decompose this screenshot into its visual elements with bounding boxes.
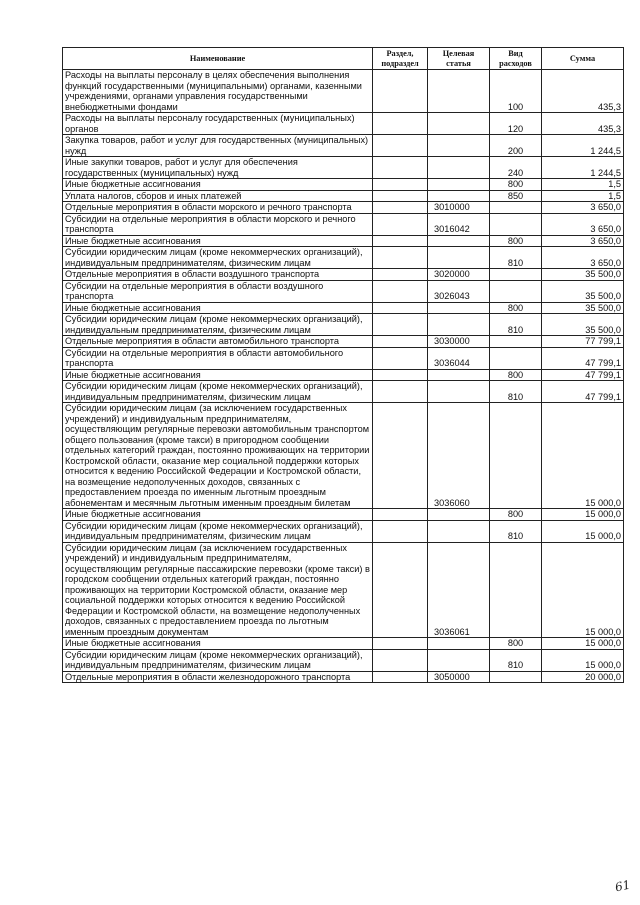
cell-type: 200 <box>490 135 542 157</box>
cell-amount: 15 000,0 <box>542 542 624 638</box>
cell-amount: 15 000,0 <box>542 509 624 521</box>
table-row <box>63 157 624 179</box>
cell-name: Уплата налогов, сборов и иных платежей <box>63 190 373 202</box>
cell-section <box>373 336 428 348</box>
cell-name: Субсидии юридическим лицам (за исключением государственных учреждений) и индивидуальным предпринимателям, осуществляющим регулярные пассажирские перевозки (кроме такси) в городском сообщении отдельных категорий граждан, постоянно проживающих на территории Костромской области, оказание мер социальной поддержки которых относится к ведению Российской Федерации и Костромской области, на возмещение недополученных доходов, связанных с предоставлением проезда по льготным именным проездным документам <box>63 542 373 638</box>
cell-section <box>373 70 428 113</box>
cell-amount: 1,5 <box>542 179 624 191</box>
cell-name: Иные бюджетные ассигнования <box>63 369 373 381</box>
table-row <box>63 336 624 348</box>
table-row <box>63 638 624 650</box>
cell-amount: 35 500,0 <box>542 302 624 314</box>
cell-name: Отдельные мероприятия в области морского и речного транспорта <box>63 202 373 214</box>
cell-name: Субсидии юридическим лицам (кроме некоммерческих организаций), индивидуальным предпринимателям, физическим лицам <box>63 520 373 542</box>
cell-type: 810 <box>490 649 542 671</box>
cell-type: 810 <box>490 314 542 336</box>
cell-section <box>373 542 428 638</box>
cell-name: Отдельные мероприятия в области воздушного транспорта <box>63 269 373 281</box>
cell-target <box>428 179 490 191</box>
cell-section <box>373 213 428 235</box>
cell-section <box>373 638 428 650</box>
table-row <box>63 247 624 269</box>
table-row <box>63 347 624 369</box>
cell-amount: 47 799,1 <box>542 347 624 369</box>
cell-amount: 77 799,1 <box>542 336 624 348</box>
cell-target <box>428 520 490 542</box>
cell-target <box>428 70 490 113</box>
cell-section <box>373 347 428 369</box>
cell-amount: 15 000,0 <box>542 638 624 650</box>
cell-type <box>490 280 542 302</box>
table-row <box>63 202 624 214</box>
cell-name: Закупка товаров, работ и услуг для государственных (муниципальных) нужд <box>63 135 373 157</box>
cell-target <box>428 235 490 247</box>
cell-section <box>373 280 428 302</box>
cell-section <box>373 314 428 336</box>
cell-type: 810 <box>490 381 542 403</box>
cell-target <box>428 135 490 157</box>
cell-type <box>490 542 542 638</box>
cell-section <box>373 135 428 157</box>
cell-type: 120 <box>490 113 542 135</box>
cell-name: Субсидии юридическим лицам (кроме некоммерческих организаций), индивидуальным предпринимателям, физическим лицам <box>63 247 373 269</box>
cell-section <box>373 179 428 191</box>
cell-amount: 35 500,0 <box>542 269 624 281</box>
cell-type: 240 <box>490 157 542 179</box>
table-row <box>63 671 624 683</box>
cell-name: Иные бюджетные ассигнования <box>63 509 373 521</box>
cell-amount: 20 000,0 <box>542 671 624 683</box>
table-header-row <box>63 48 624 70</box>
header-amount: Сумма <box>542 48 624 70</box>
cell-section <box>373 269 428 281</box>
cell-type <box>490 213 542 235</box>
cell-section <box>373 509 428 521</box>
table-row <box>63 269 624 281</box>
cell-amount: 15 000,0 <box>542 520 624 542</box>
cell-name: Субсидии юридическим лицам (кроме некоммерческих организаций), индивидуальным предпринимателям, физическим лицам <box>63 314 373 336</box>
table-row <box>63 302 624 314</box>
cell-type: 800 <box>490 369 542 381</box>
header-section: Раздел, подраздел <box>373 48 428 70</box>
cell-name: Субсидии юридическим лицам (за исключением государственных учреждений) и индивидуальным предпринимателям, осуществляющим регулярные перевозки автомобильным транспортом общего пользования (кроме такси) в пригородном сообщении отдельных категорий граждан, постоянно проживающих на территории Костромской области, оказание мер социальной поддержки которых относится к ведению Российской Федерации и Костромской области, на возмещение недополученных доходов, связанных с предоставлением проезда по именным льготным проездным абонементам и месячным льготным именным проездным билетам <box>63 403 373 509</box>
cell-target <box>428 314 490 336</box>
budget-table <box>62 47 624 683</box>
table-row <box>63 135 624 157</box>
cell-target <box>428 381 490 403</box>
cell-name: Расходы на выплаты персоналу в целях обеспечения выполнения функций государственными (муниципальными) органами, казенными учреждениями, органами управления государственными внебюджетными фондами <box>63 70 373 113</box>
cell-type <box>490 347 542 369</box>
cell-amount: 3 650,0 <box>542 235 624 247</box>
cell-section <box>373 369 428 381</box>
table-row <box>63 520 624 542</box>
cell-type: 800 <box>490 302 542 314</box>
table-row <box>63 542 624 638</box>
cell-section <box>373 190 428 202</box>
cell-name: Отдельные мероприятия в области автомобильного транспорта <box>63 336 373 348</box>
cell-type: 800 <box>490 235 542 247</box>
header-name: Наименование <box>63 48 373 70</box>
table-row <box>63 179 624 191</box>
cell-amount: 1 244,5 <box>542 135 624 157</box>
cell-target <box>428 638 490 650</box>
cell-target <box>428 190 490 202</box>
table-row <box>63 70 624 113</box>
cell-type <box>490 336 542 348</box>
cell-section <box>373 520 428 542</box>
table-row <box>63 190 624 202</box>
cell-target <box>428 157 490 179</box>
cell-type: 850 <box>490 190 542 202</box>
cell-amount: 47 799,1 <box>542 381 624 403</box>
page-number-mark: 61 <box>613 877 632 895</box>
cell-target <box>428 302 490 314</box>
cell-target <box>428 649 490 671</box>
cell-amount: 3 650,0 <box>542 213 624 235</box>
cell-amount: 435,3 <box>542 70 624 113</box>
table-row <box>63 369 624 381</box>
cell-name: Субсидии юридическим лицам (кроме некоммерческих организаций), индивидуальным предпринимателям, физическим лицам <box>63 649 373 671</box>
cell-amount: 435,3 <box>542 113 624 135</box>
cell-amount: 3 650,0 <box>542 202 624 214</box>
cell-amount: 35 500,0 <box>542 314 624 336</box>
cell-target: 3010000 <box>428 202 490 214</box>
cell-target <box>428 247 490 269</box>
cell-type <box>490 671 542 683</box>
header-type: Вид расходов <box>490 48 542 70</box>
cell-amount: 1,5 <box>542 190 624 202</box>
cell-type <box>490 202 542 214</box>
cell-name: Субсидии юридическим лицам (кроме некоммерческих организаций), индивидуальным предпринимателям, физическим лицам <box>63 381 373 403</box>
cell-type <box>490 269 542 281</box>
table-row <box>63 381 624 403</box>
cell-type: 800 <box>490 179 542 191</box>
table-row <box>63 403 624 509</box>
cell-section <box>373 235 428 247</box>
cell-target: 3016042 <box>428 213 490 235</box>
cell-section <box>373 403 428 509</box>
cell-section <box>373 671 428 683</box>
cell-name: Субсидии на отдельные мероприятия в области автомобильного транспорта <box>63 347 373 369</box>
header-target: Целевая статья <box>428 48 490 70</box>
cell-name: Субсидии на отдельные мероприятия в области воздушного транспорта <box>63 280 373 302</box>
cell-amount: 15 000,0 <box>542 403 624 509</box>
cell-target <box>428 509 490 521</box>
cell-name: Иные бюджетные ассигнования <box>63 638 373 650</box>
cell-target: 3036060 <box>428 403 490 509</box>
cell-type: 810 <box>490 247 542 269</box>
cell-target: 3020000 <box>428 269 490 281</box>
cell-type <box>490 403 542 509</box>
cell-target: 3026043 <box>428 280 490 302</box>
table-row <box>63 235 624 247</box>
table-row <box>63 509 624 521</box>
table-row <box>63 213 624 235</box>
cell-amount: 3 650,0 <box>542 247 624 269</box>
cell-name: Иные бюджетные ассигнования <box>63 235 373 247</box>
cell-amount: 35 500,0 <box>542 280 624 302</box>
cell-target <box>428 369 490 381</box>
cell-name: Отдельные мероприятия в области железнодорожного транспорта <box>63 671 373 683</box>
cell-type: 800 <box>490 509 542 521</box>
cell-type: 800 <box>490 638 542 650</box>
cell-amount: 1 244,5 <box>542 157 624 179</box>
cell-target: 3036044 <box>428 347 490 369</box>
cell-target <box>428 113 490 135</box>
cell-section <box>373 649 428 671</box>
cell-amount: 47 799,1 <box>542 369 624 381</box>
cell-section <box>373 113 428 135</box>
cell-target: 3030000 <box>428 336 490 348</box>
table-row <box>63 649 624 671</box>
cell-section <box>373 302 428 314</box>
cell-name: Субсидии на отдельные мероприятия в области морского и речного транспорта <box>63 213 373 235</box>
cell-target: 3036061 <box>428 542 490 638</box>
cell-type: 100 <box>490 70 542 113</box>
cell-section <box>373 381 428 403</box>
cell-type: 810 <box>490 520 542 542</box>
table-row <box>63 280 624 302</box>
table-row <box>63 113 624 135</box>
cell-amount: 15 000,0 <box>542 649 624 671</box>
cell-name: Расходы на выплаты персоналу государственных (муниципальных) органов <box>63 113 373 135</box>
cell-target: 3050000 <box>428 671 490 683</box>
cell-section <box>373 247 428 269</box>
cell-section <box>373 202 428 214</box>
cell-name: Иные бюджетные ассигнования <box>63 302 373 314</box>
cell-name: Иные бюджетные ассигнования <box>63 179 373 191</box>
table-row <box>63 314 624 336</box>
cell-section <box>373 157 428 179</box>
cell-name: Иные закупки товаров, работ и услуг для обеспечения государственных (муниципальных) нужд <box>63 157 373 179</box>
